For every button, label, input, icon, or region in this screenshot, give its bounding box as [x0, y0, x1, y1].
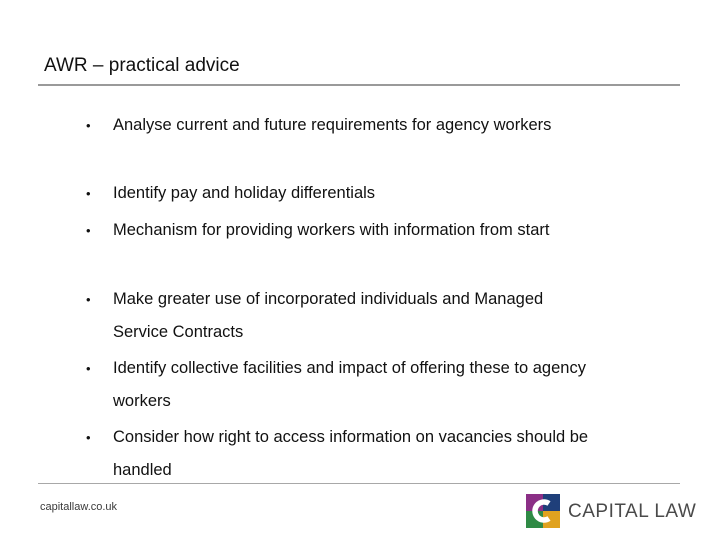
bullet-text: Make greater use of incorporated individuals and Managed Service Contracts — [113, 290, 544, 341]
bullet-marker: • — [86, 186, 91, 201]
bullet-marker: • — [86, 223, 91, 238]
bullet-text: Identify pay and holiday differentials — [113, 184, 376, 202]
footer-divider — [38, 483, 680, 484]
bullet-item — [86, 109, 606, 175]
bullet-text: Mechanism for providing workers with information from start — [113, 221, 550, 239]
bullet-item — [86, 352, 606, 418]
bullet-item — [86, 421, 606, 487]
capital-law-logo — [526, 494, 697, 530]
bullet-marker: • — [86, 292, 91, 307]
bullet-text: Identify collective facilities and impact of offering these to agency workers — [113, 359, 586, 410]
bullet-item — [86, 214, 606, 280]
footer-url[interactable]: capitallaw.co.uk — [40, 501, 118, 513]
bullet-text: Consider how right to access information on vacancies should be handled — [113, 428, 589, 479]
slide-title: AWR – practical advice — [44, 55, 240, 76]
bullet-marker: • — [86, 118, 91, 133]
bullet-marker: • — [86, 430, 91, 445]
bullet-item — [86, 283, 606, 349]
bullet-item — [86, 177, 606, 210]
bullet-marker: • — [86, 361, 91, 376]
logo-mark-icon — [526, 494, 560, 528]
bullet-text: Analyse current and future requirements for agency workers — [113, 116, 552, 134]
logo-text: CAPITAL LAW — [568, 501, 697, 522]
